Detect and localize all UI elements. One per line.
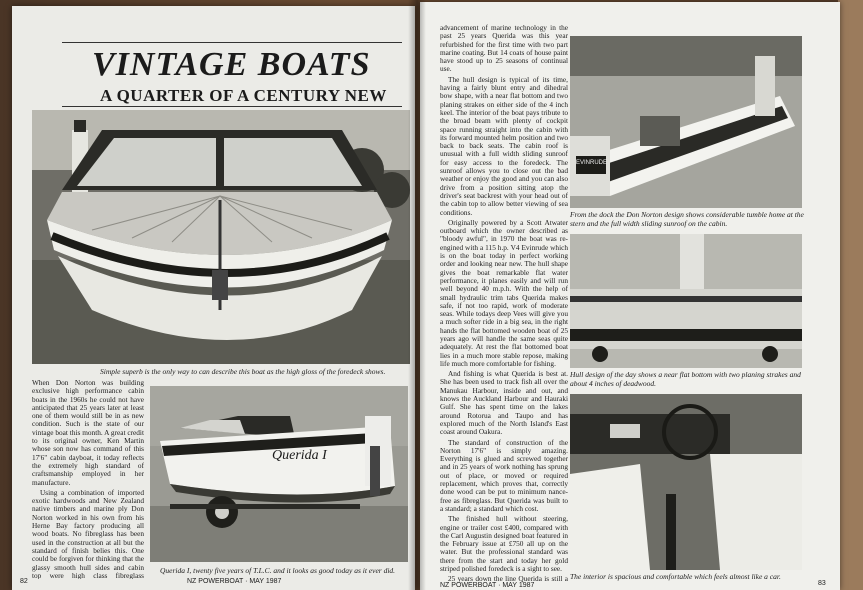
- body-paragraph: advancement of marine technology in the past 25 years Querida was this year refurbished for the first time with two part marine coating. But 14 coats of house paint have stood up to 25 seasons of continual use.: [440, 24, 568, 74]
- engine-cowl-label: EVINRUDE: [576, 160, 608, 166]
- body-paragraph: Using a combination of imported exotic hardwoods and New Zealand native timbers and marine ply Don Norton worked in his own from his Herne Bay factory producing all wood boats. No fibreglass has been used in the construction at all but the standard of finish belies this. One could be forgiven for thinking that the glassy smooth hull sides and cabin top were high class fibreglass: [32, 487, 144, 579]
- hero-caption: Simple superb is the only way to can describe this boat as the high gloss of the foredeck shows.: [100, 367, 386, 376]
- subtitle-rule: [62, 106, 402, 107]
- hull-bottom-photo: [570, 234, 802, 368]
- body-paragraph: The standard of construction of the Norton 17'6" is simply amazing. Everything is glued and screwed together and in 25 years of work nothing has sprung out of place, or moved or required replacement, which proves that, correctly done wood can be put to minimum nance-free as fibreglass. But Querida was built to a standard; a standard which cost.: [440, 437, 568, 513]
- tabletop-edge: [838, 0, 863, 590]
- hull-bottom-caption: Hull design of the day shows a near flat bottom with two planing strakes and about 4 inches of deadwood.: [570, 370, 801, 388]
- left-page: [12, 6, 415, 590]
- boat-trailer-photo: [150, 386, 408, 562]
- right-page: [420, 2, 840, 590]
- title-rule: [62, 42, 402, 43]
- page-gutter: [408, 0, 426, 590]
- body-paragraph: When Don Norton was building exclusive high performance cabin boats in the 1960s he could not have anticipated that 25 years later at least one of them would still be in as new condition. Such is the state of our vintage boat this month. A great credit to its original owner, Ken Martin whose son now has command of this 17'6" cabin dayboat, it today reflects the extremely high standard of craftsmanship employed in her manufacture.: [32, 379, 144, 487]
- interior-caption: The interior is spacious and comfortable which feels almost like a car.: [570, 572, 781, 581]
- interior-photo: [570, 394, 802, 570]
- folio-running-head: NZ POWERBOAT · MAY 1987: [440, 582, 535, 589]
- article-title: VINTAGE BOATS: [92, 46, 371, 83]
- body-paragraph: 25 years down the line Querida is still a: [448, 574, 568, 584]
- body-paragraph: The hull design is typical of its time, having a fairly blunt entry and dihedral bow shape, with a near flat bottom and two planing strakes on either side of the 4 inch keel. The interior of the boat pays tribute to the broad beam with plenty of cockpit space running straight into the cabin with its forward mounted helm position and two back to back seats. The cabin roof is unusual with a full width sliding sunroof for easy access to the foredeck. The sunroof allows you to close out the bad weather or enjoy the good and you can also drive from a position sitting atop the driver's seat backrest with your head out of the cabin top to allow better viewing of sea conditions.: [440, 74, 568, 217]
- folio-running-head: NZ POWERBOAT · MAY 1987: [187, 578, 282, 585]
- hero-photo: [32, 110, 410, 364]
- body-paragraph: Originally powered by a Scott Atwater outboard which the owner described as "bloody awful", in 1970 the boat was re-engined with a 115 h.p. V4 Evinrude which is on the boat today in perfect working order and looking near new. The hull shape gives the boat remarkable flat water performance, it planes easily and will run well beyond 40 m.p.h. With the help of small hydraulic trim tabs Querida makes safe, if not too rapid, work of moderate seas. While todays deep Vees will give you a much softer ride in a big sea, in the right hands the flat bottomed wooden boat of 25 years ago will handle the same seas quite adequately. At rest the flat bottomed boat lies in a much more stable repose, making life much more comfortable for fishing.: [440, 217, 568, 368]
- dock-caption: From the dock the Don Norton design shows considerable tumble home at the stern and the full width sliding sunroof on the cabin.: [570, 210, 804, 228]
- folio-number: 82: [20, 578, 28, 585]
- hull-name-lettering: Querida I: [272, 448, 327, 463]
- body-paragraph: The finished hull without steering, engine or trailer cost £400, compared with the Carl Augustin designed boat featured in the February issue at £750 all up on the water. But the professional standard was there from the start and today her gold striped polished foredeck is a sight to see.: [440, 514, 568, 573]
- right-body-text: [440, 24, 568, 584]
- boat-trailer-caption: Querida I, twenty five years of T.L.C. and it looks as good today as it ever did.: [160, 566, 396, 575]
- article-subtitle: A QUARTER OF A CENTURY NEW: [100, 86, 387, 105]
- body-paragraph: And fishing is what Querida is best at. She has been used to track fish all over the Manukau Harbour, inside and out, and knows the Auckland Harbour and Hauraki Gulf. She has spent time on the lakes around Rotorua and Taupo and has explored much of the North Island's East coast around Oakura.: [440, 369, 568, 437]
- folio-number: 83: [818, 580, 826, 587]
- dock-photo: [570, 36, 802, 208]
- left-body-text: [32, 379, 144, 579]
